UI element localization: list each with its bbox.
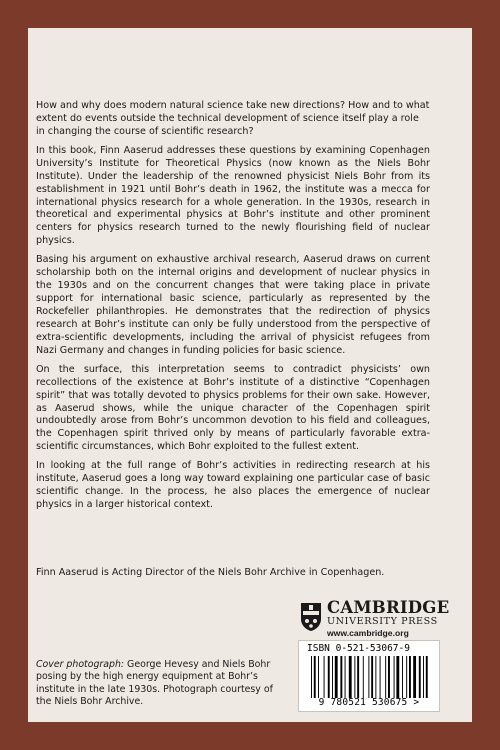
cambridge-shield-icon	[300, 602, 322, 632]
blurb-paragraph-4: On the surface, this interpretation seems to contradict physicists’ own recollections of the existence at Bohr’s institute of a distinctive “Copenhagen spirit” that was totally devoted to physics problems for their own sake. However, as Aaserud shows, while the unique character of the Copenhagen spirit undoubtedly arose from Bohr’s uncommon devotion to his field and colleagues, the Copenhagen spirit thrived only by means of particularly favorable extra-scientific circumstances, which Bohr exploited to the fullest extent.	[36, 363, 430, 453]
blurb-paragraph-3: Basing his argument on exhaustive archival research, Aaserud draws on current scholarship both on the internal origins and development of nuclear physics in the 1930s and on the concurrent changes that were taking place in private support for international basic science, particularly as represented by the Rockefeller philanthropies. He demonstrates that the redirection of physics research at Bohr’s institute can only be fully understood from the perspective of extra-scientific developments, including the arrival of physicist refugees from Nazi Germany and changes in funding policies for basic science.	[36, 254, 430, 356]
blurb-paragraph-5: In looking at the full range of Bohr’s activities in redirecting research at his institute, Aaserud goes a long way toward explaining one particular case of basic scientific change. In the process, he also places the emergence of nuclear physics in a larger historical context.	[36, 460, 430, 511]
publisher-url: www.cambridge.org	[327, 628, 409, 638]
caption-lead: Cover photograph:	[36, 659, 125, 670]
publisher-press: UNIVERSITY PRESS	[327, 616, 438, 627]
barcode-digits: 9 780521 530675 >	[318, 697, 420, 708]
author-note: Finn Aaserud is Acting Director of the Niels Bohr Archive in Copenhagen.	[36, 567, 385, 578]
barcode-icon	[311, 656, 435, 698]
barcode-box	[298, 640, 440, 712]
blurb	[36, 100, 430, 518]
publisher-name: CAMBRIDGE	[327, 598, 450, 617]
blurb-paragraph-2: In this book, Finn Aaserud addresses these questions by examining Copenhagen University’s Institute for Theoretical Physics (now known as the Niels Bohr Institute). Under the leadership of the renowned physicist Niels Bohr from its establishment in 1921 until Bohr’s death in 1962, the institute was a mecca for international physics research for a whole generation. In the 1930s, research in theoretical and experimental physics at Bohr’s institute and other prominent centers for physics research turned to the newly flourishing field of nuclear physics.	[36, 144, 430, 247]
isbn-label: ISBN 0-521-53067-9	[307, 643, 410, 654]
caption-text: George Hevesy and Niels Bohr posing by the high energy equipment at Bohr’s institute in the late 1930s. Photograph courtesy of the Niels Bohr Archive.	[36, 659, 273, 708]
blurb-paragraph-1: How and why does modern natural science take new directions? How and to what extent do events outside the technical development of science itself play a role in changing the course of scientific research?	[36, 100, 430, 137]
cover-caption	[36, 659, 276, 709]
